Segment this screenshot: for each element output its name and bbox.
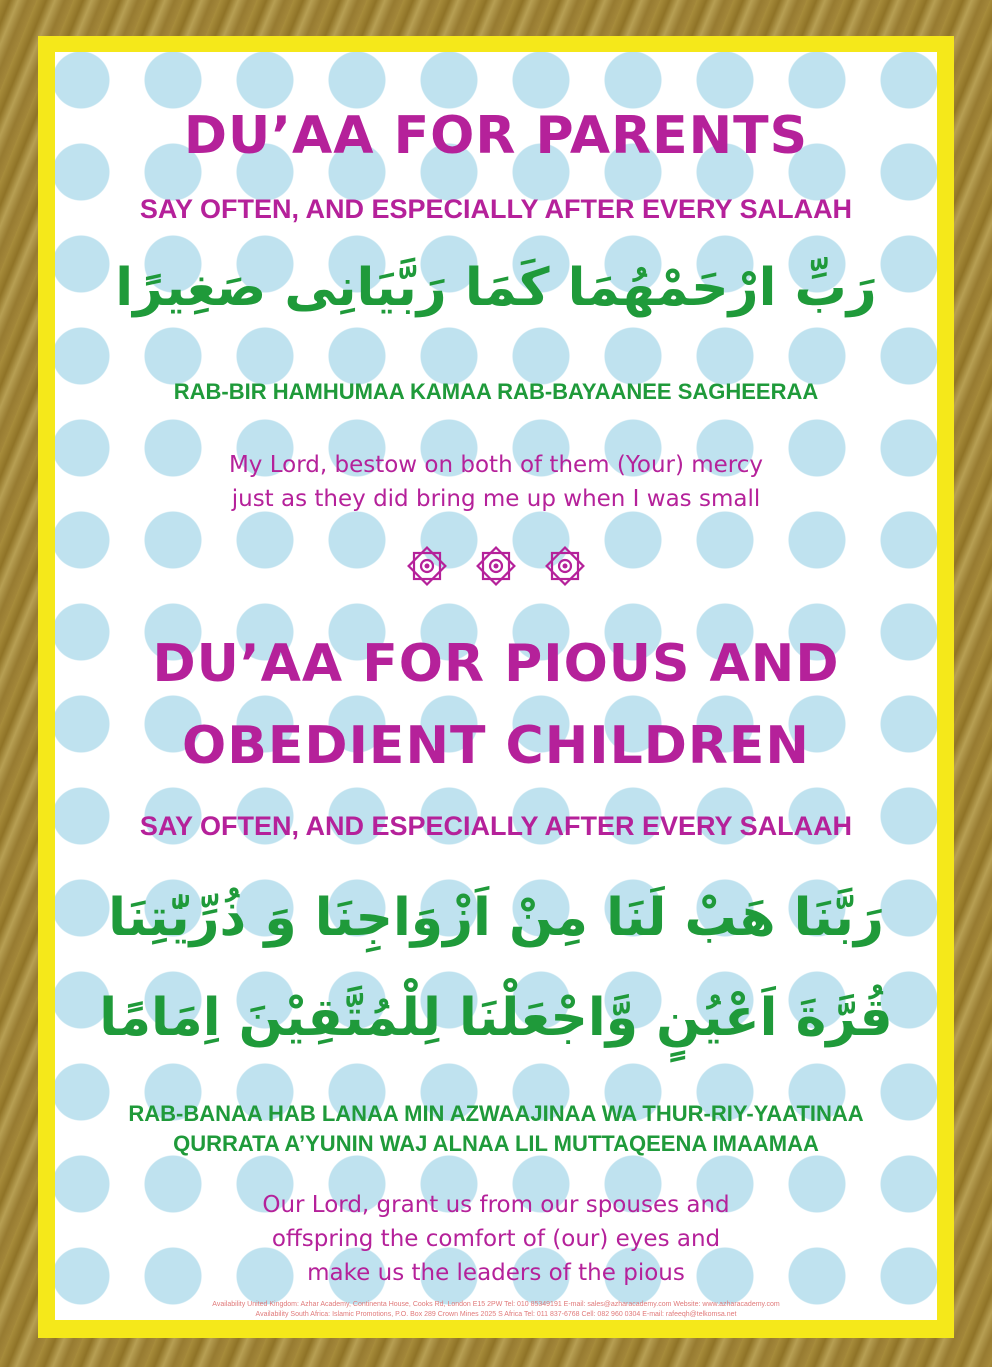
section2-meaning-line3: make us the leaders of the pious [307, 1260, 685, 1286]
rub-el-hizb-star-icon [543, 544, 587, 588]
section2-title-line1: DU’AA FOR PIOUS AND [152, 634, 840, 694]
footer-availability-uk: Availability United Kingdom: Azhar Academy, Continenta House, Cooks Rd, London E15 2PW Tel: 010 85349191 E-mail: sales@azharacademy.com Website: www.azharacademy.com [212, 1301, 780, 1308]
divider-stars [405, 544, 587, 590]
section2-meaning-line2: offspring the comfort of (our) eyes and [271, 1226, 721, 1252]
section1-arabic: رَبِّ ارْحَمْهُمَا كَمَا رَبَّيَانِى صَغِيرًا [115, 258, 877, 318]
section2-transliteration-line2: QURRATA A’YUNIN WAJ ALNAA LIL MUTTAQEENA IMAAMAA [173, 1131, 819, 1156]
section2-title-line2: OBEDIENT CHILDREN [182, 716, 810, 776]
section2-subtitle: SAY OFTEN, AND ESPECIALLY AFTER EVERY SALAAH [139, 811, 853, 841]
section1-meaning-line1: My Lord, bestow on both of them (Your) mercy [228, 452, 764, 478]
section2-arabic-line2: قُرَّةَ اَعْيُنٍ وَّاجْعَلْنَا لِلْمُتَّقِيْنَ اِمَامًا [99, 988, 893, 1048]
rub-el-hizb-star-icon [405, 544, 449, 588]
footer-availability-sa: Availability South Africa: Islamic Promotions, P.O. Box 289 Crown Mines 2025 S Africa Tel: 011 837-6768 Cell: 082 960 0304 E-mail: rafeeqh@telkomsa.net [255, 1311, 737, 1318]
rub-el-hizb-star-icon [474, 544, 518, 588]
section2-transliteration-line1: RAB-BANAA HAB LANAA MIN AZWAAJINAA WA THUR-RIY-YAATINAA [128, 1101, 864, 1126]
section2-arabic-line1: رَبَّنَا هَبْ لَنَا مِنْ اَزْوَاجِنَا وَ ذُرِّيّٰتِنَا [108, 888, 884, 948]
section1-title: DU’AA FOR PARENTS [183, 106, 809, 166]
section1-subtitle: SAY OFTEN, AND ESPECIALLY AFTER EVERY SALAAH [139, 194, 853, 224]
dotted-panel [55, 52, 937, 1320]
section1-transliteration: RAB-BIR HAMHUMAA KAMAA RAB-BAYAANEE SAGHEERAA [173, 379, 819, 404]
section2-meaning-line1: Our Lord, grant us from our spouses and [262, 1192, 730, 1218]
section1-meaning-line2: just as they did bring me up when I was small [231, 486, 761, 512]
